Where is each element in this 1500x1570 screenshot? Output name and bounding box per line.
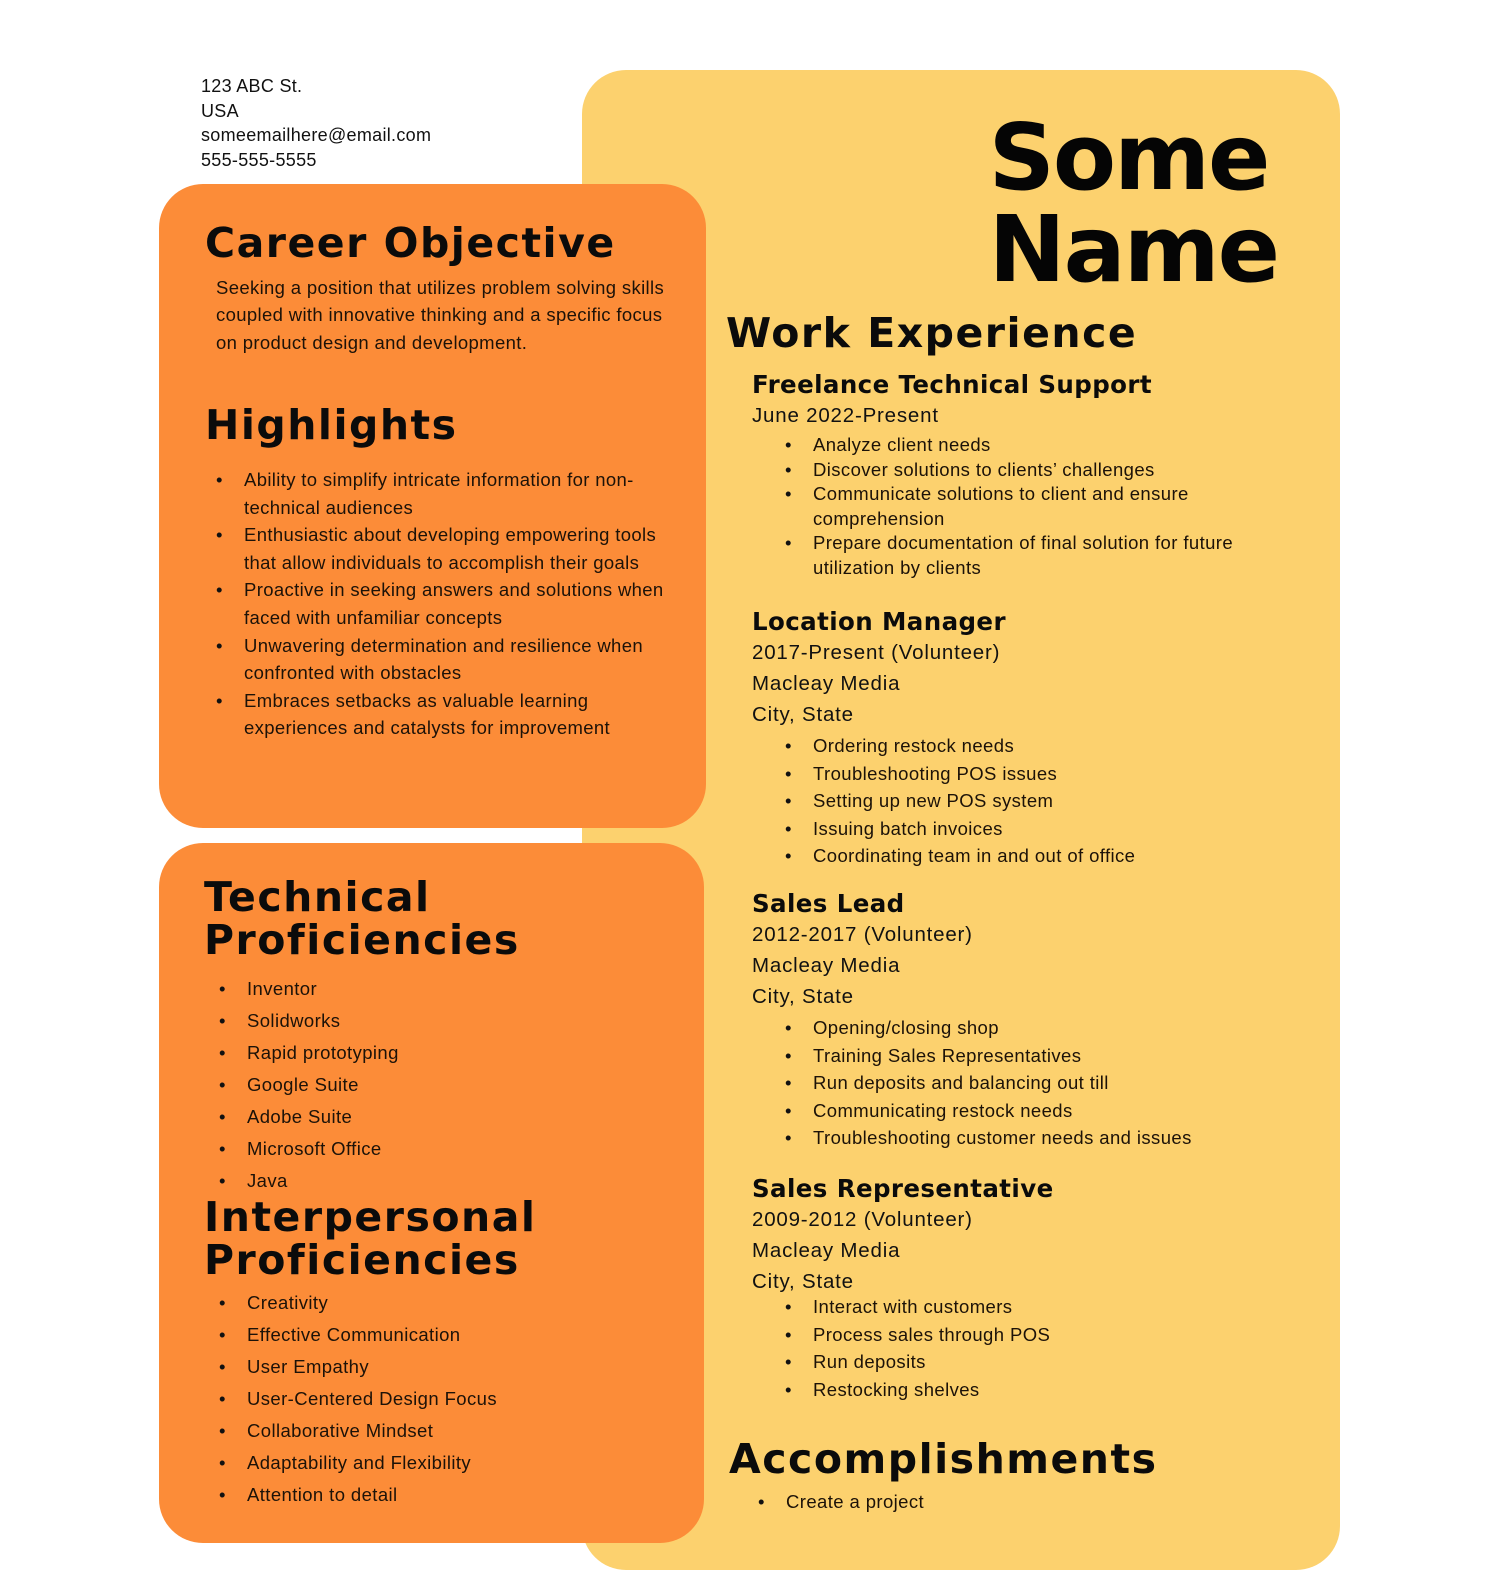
address-line-1: 123 ABC St. (201, 76, 303, 96)
first-name: Some (988, 104, 1269, 211)
job-entry (752, 607, 1312, 870)
list-item: • Rapid prototyping (247, 1037, 399, 1069)
list-item: • Create a project (786, 1488, 924, 1515)
email: someemailhere@email.com (201, 125, 432, 145)
heading-line: Technical (204, 873, 431, 921)
list-item: • Discover solutions to clients’ challenges (813, 458, 1312, 483)
list-item: • Communicating restock needs (813, 1097, 1312, 1125)
list-item: • Setting up new POS system (813, 787, 1312, 815)
highlights-list (244, 466, 684, 742)
heading-line: Proficiencies (204, 1236, 520, 1284)
proficiencies-card (159, 843, 704, 1543)
job-title: Sales Lead (752, 889, 905, 918)
heading-line: Interpersonal (204, 1193, 537, 1241)
job-entry (752, 889, 1312, 1152)
accomplishments-list (786, 1488, 924, 1515)
accomplishments-heading: Accomplishments (729, 1435, 1158, 1483)
list-item: • Adobe Suite (247, 1101, 399, 1133)
list-item: • Creativity (247, 1287, 497, 1319)
list-item: • Ordering restock needs (813, 732, 1312, 760)
list-item: • Embraces setbacks as valuable learning experiences and catalysts for improvement (244, 687, 684, 742)
list-item: • User-Centered Design Focus (247, 1383, 497, 1415)
technical-proficiencies-heading (204, 873, 520, 964)
heading-line: Proficiencies (204, 916, 520, 964)
list-item: • Coordinating team in and out of office (813, 842, 1312, 870)
list-item: • Google Suite (247, 1069, 399, 1101)
job-bullets (813, 1014, 1312, 1152)
list-item: • Unwavering determination and resilience when confronted with obstacles (244, 632, 684, 687)
job-title: Sales Representative (752, 1174, 1054, 1203)
list-item: • Inventor (247, 973, 399, 1005)
list-item: • Process sales through POS (813, 1321, 1312, 1349)
job-company: Macleay Media (752, 672, 901, 695)
job-dates: 2009-2012 (Volunteer) (752, 1208, 973, 1231)
interpersonal-proficiencies-heading (204, 1193, 537, 1284)
job-dates: 2017-Present (Volunteer) (752, 641, 1001, 664)
job-location: City, State (752, 985, 854, 1008)
job-location: City, State (752, 1270, 854, 1293)
technical-list (247, 973, 399, 1197)
address-line-2: USA (201, 100, 239, 121)
job-title: Location Manager (752, 607, 1006, 636)
list-item: • Opening/closing shop (813, 1014, 1312, 1042)
job-company: Macleay Media (752, 954, 901, 977)
list-item: • Solidworks (247, 1005, 399, 1037)
list-item: • Attention to detail (247, 1479, 497, 1511)
job-company: Macleay Media (752, 1239, 901, 1262)
list-item: • Prepare documentation of final solution for future utilization by clients (813, 531, 1312, 580)
contact-info (201, 74, 431, 172)
list-item: • Proactive in seeking answers and solutions when faced with unfamiliar concepts (244, 576, 684, 631)
list-item: • Java (247, 1165, 399, 1197)
interpersonal-list (247, 1287, 497, 1511)
list-item: • Adaptability and Flexibility (247, 1447, 497, 1479)
list-item: • Troubleshooting POS issues (813, 760, 1312, 788)
career-objective-text: Seeking a position that utilizes problem solving skills coupled with innovative thinking and a specific focus on product design and development. (216, 277, 665, 353)
job-location: City, State (752, 703, 854, 726)
list-item: • Interact with customers (813, 1293, 1312, 1321)
last-name: Name (988, 196, 1278, 303)
list-item: • Run deposits and balancing out till (813, 1069, 1312, 1097)
job-entry (752, 370, 1312, 580)
list-item: • Analyze client needs (813, 433, 1312, 458)
job-bullets (813, 732, 1312, 870)
list-item: • Troubleshooting customer needs and issues (813, 1124, 1312, 1152)
work-experience-heading: Work Experience (726, 309, 1138, 357)
list-item: • Enthusiastic about developing empowering tools that allow individuals to accomplish their goals (244, 521, 684, 576)
job-entry (752, 1174, 1312, 1403)
list-item: • Ability to simplify intricate information for non-technical audiences (244, 466, 684, 521)
job-dates: June 2022-Present (752, 404, 939, 427)
highlights-heading: Highlights (205, 401, 458, 449)
list-item: • Training Sales Representatives (813, 1042, 1312, 1070)
list-item: • Restocking shelves (813, 1376, 1312, 1404)
list-item: • User Empathy (247, 1351, 497, 1383)
job-dates: 2012-2017 (Volunteer) (752, 923, 973, 946)
job-bullets (813, 433, 1312, 580)
list-item: • Issuing batch invoices (813, 815, 1312, 843)
job-bullets (813, 1293, 1312, 1403)
objective-highlights-card (159, 184, 706, 828)
list-item: • Microsoft Office (247, 1133, 399, 1165)
career-objective-heading: Career Objective (205, 219, 616, 267)
list-item: • Effective Communication (247, 1319, 497, 1351)
candidate-name (988, 104, 1278, 303)
list-item: • Communicate solutions to client and ensure comprehension (813, 482, 1312, 531)
phone: 555-555-5555 (201, 149, 317, 170)
list-item: • Collaborative Mindset (247, 1415, 497, 1447)
list-item: • Run deposits (813, 1348, 1312, 1376)
job-title: Freelance Technical Support (752, 370, 1152, 399)
